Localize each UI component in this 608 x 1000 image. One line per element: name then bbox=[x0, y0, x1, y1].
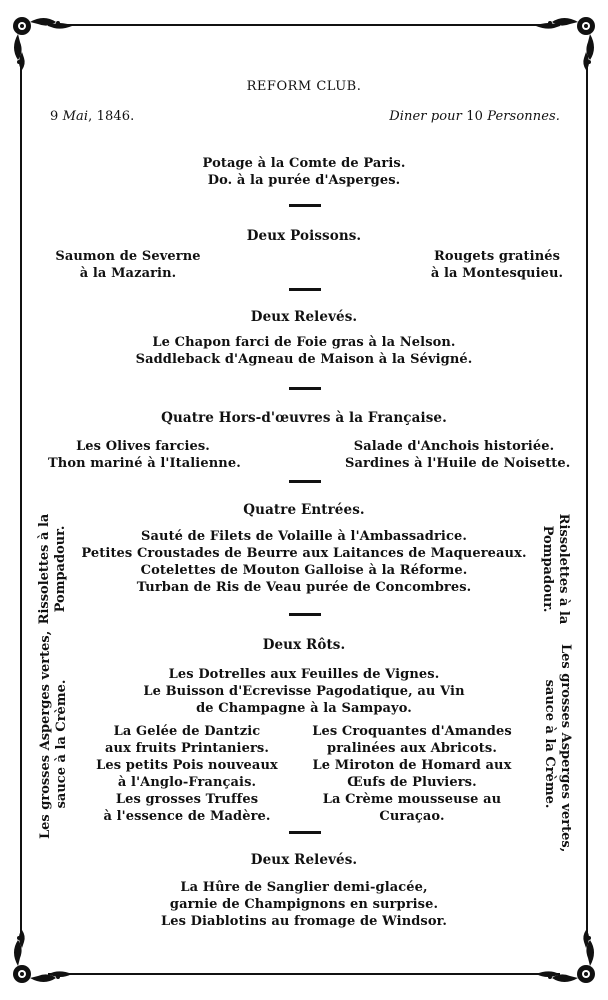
menu-date bbox=[50, 108, 134, 125]
entremet-line: Les Croquantes d'Amandes bbox=[312, 724, 512, 739]
potage-2: Do. à la purée d'Asperges. bbox=[207, 173, 401, 188]
corner-ornament-top-right bbox=[530, 12, 600, 72]
releve-2-item: garnie de Champignons en surprise. bbox=[169, 897, 439, 912]
section-title-releves-1: Deux Relevés. bbox=[250, 309, 358, 325]
entremet-line: Les grosses Truffes bbox=[115, 792, 259, 807]
divider bbox=[289, 480, 321, 483]
hors-right-line: Salade d'Anchois historiée. bbox=[353, 439, 555, 454]
rot-item: de Champagne à la Sampayo. bbox=[196, 701, 412, 716]
side-note-line: Rissolettes à la bbox=[37, 513, 52, 625]
divider bbox=[289, 387, 321, 390]
poisson-left-line: à la Mazarin. bbox=[79, 266, 177, 281]
hors-right-line: Sardines à l'Huile de Noisette. bbox=[345, 456, 571, 471]
section-title-hors-doeuvres: Quatre Hors-d'œuvres à la Française. bbox=[161, 410, 447, 426]
entremet-line: Le Miroton de Homard aux bbox=[312, 758, 512, 773]
entree-item: Petites Croustades de Beurre aux Laitances de Maquereaux. bbox=[81, 546, 527, 561]
hors-right bbox=[345, 438, 571, 472]
entremet-line: Les petits Pois nouveaux bbox=[96, 758, 278, 773]
hors-left-line: Les Olives farcies. bbox=[76, 439, 210, 454]
side-note-line: Pompadour. bbox=[53, 525, 68, 613]
potage-1: Potage à la Comte de Paris. bbox=[202, 156, 406, 171]
side-note-asperges-left bbox=[38, 630, 72, 839]
dinner-label: Diner pour bbox=[389, 109, 462, 124]
rot-item: Le Buisson d'Ecrevisse Pagodatique, au Vin bbox=[143, 684, 465, 699]
divider bbox=[289, 288, 321, 291]
entremet-line: aux fruits Printaniers. bbox=[105, 741, 269, 756]
divider bbox=[289, 204, 321, 207]
date-month: Mai bbox=[62, 109, 89, 124]
poisson-right-line: Rougets gratinés bbox=[433, 249, 561, 264]
side-note-asperges-right bbox=[539, 644, 573, 853]
side-note-line: Les grosses Asperges vertes, bbox=[38, 630, 53, 839]
border-bottom bbox=[48, 973, 560, 975]
side-note-line: sauce à la Crème. bbox=[54, 679, 69, 809]
releve-2-item: La Hûre de Sanglier demi-glacée, bbox=[180, 880, 428, 895]
divider bbox=[289, 613, 321, 616]
entree-item: Sauté de Filets de Volaille à l'Ambassadrice. bbox=[141, 529, 467, 544]
poisson-left-line: Saumon de Severne bbox=[55, 249, 201, 264]
corner-ornament-bottom-right bbox=[530, 928, 600, 988]
corner-ornament-bottom-left bbox=[8, 928, 78, 988]
releve-2-item: Les Diablotins au fromage de Windsor. bbox=[160, 914, 448, 929]
releve-1-item: Saddleback d'Agneau de Maison à la Sévigné. bbox=[135, 352, 473, 367]
guest-count: 10 bbox=[466, 109, 483, 124]
entremet-line: La Gelée de Dantzic bbox=[113, 724, 261, 739]
border-left bbox=[20, 56, 22, 944]
hors-left bbox=[48, 438, 241, 472]
side-note-line: sauce à la Crème. bbox=[542, 679, 557, 809]
section-title-poissons: Deux Poissons. bbox=[246, 228, 362, 244]
entremet-line: pralinées aux Abricots. bbox=[327, 741, 497, 756]
releve-1-item: Le Chapon farci de Foie gras à la Nelson. bbox=[152, 335, 456, 350]
poisson-right bbox=[428, 248, 566, 282]
entree-item: Turban de Ris de Veau purée de Concombres. bbox=[136, 580, 472, 595]
entremet-line: Curaçao. bbox=[379, 809, 445, 824]
entremet-line: à l'Anglo-Français. bbox=[117, 775, 257, 790]
club-title: REFORM CLUB. bbox=[246, 79, 362, 94]
entree-item: Cotelettes de Mouton Galloise à la Réforme. bbox=[140, 563, 468, 578]
side-note-line: Rissolettes à la bbox=[556, 513, 571, 625]
entremets-left bbox=[96, 723, 278, 825]
entremet-line: à l'essence de Madère. bbox=[103, 809, 271, 824]
divider bbox=[289, 831, 321, 834]
rot-item: Les Dotrelles aux Feuilles de Vignes. bbox=[168, 667, 440, 682]
border-top bbox=[48, 24, 560, 26]
date-day: 9 bbox=[50, 109, 59, 124]
hors-left-line: Thon mariné à l'Italienne. bbox=[48, 456, 241, 471]
section-title-rots: Deux Rôts. bbox=[262, 637, 346, 653]
side-note-line: Pompadour. bbox=[540, 525, 555, 613]
poisson-left bbox=[54, 248, 202, 282]
dinner-info bbox=[389, 108, 560, 125]
poisson-right-line: à la Montesquieu. bbox=[430, 266, 564, 281]
border-right bbox=[586, 56, 588, 944]
side-note-rissolettes-right bbox=[537, 509, 571, 629]
entremet-line: Œufs de Pluviers. bbox=[347, 775, 477, 790]
entremet-line: La Crème mousseuse au bbox=[322, 792, 502, 807]
side-note-rissolettes-left bbox=[37, 509, 71, 629]
entremets-right bbox=[308, 723, 516, 825]
section-title-entrees: Quatre Entrées. bbox=[243, 502, 365, 518]
side-note-line: Les grosses Asperges vertes, bbox=[558, 644, 573, 853]
date-year: , 1846. bbox=[88, 109, 135, 124]
corner-ornament-top-left bbox=[8, 12, 78, 72]
section-title-releves-2: Deux Relevés. bbox=[250, 852, 358, 868]
persons-label: Personnes. bbox=[487, 109, 560, 124]
